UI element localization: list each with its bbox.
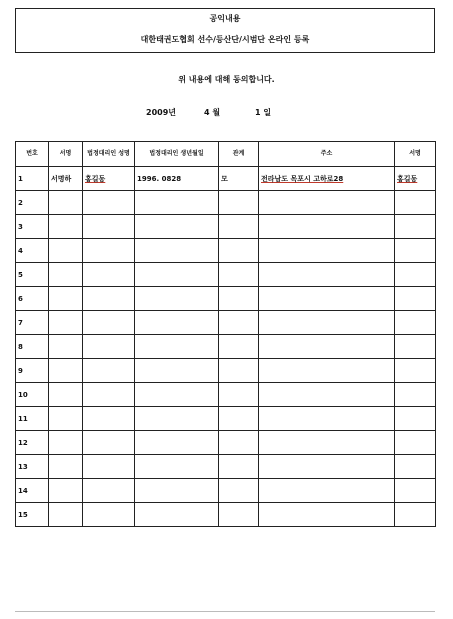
cell-guardian-signature: [395, 239, 436, 263]
cell-address: [259, 335, 395, 359]
cell-guardian-birthdate: [135, 431, 219, 455]
table-row: [16, 479, 436, 503]
cell-guardian-birthdate: [135, 263, 219, 287]
cell-guardian-birthdate: [135, 359, 219, 383]
cell-address: [259, 383, 395, 407]
cell-signature: [49, 383, 83, 407]
header-relationship: 관계: [219, 142, 259, 167]
table-row: [16, 359, 436, 383]
cell-relationship: [219, 431, 259, 455]
table-row: [16, 407, 436, 431]
cell-signature: [49, 191, 83, 215]
header-number: 번호: [16, 142, 49, 167]
table-row: [16, 503, 436, 527]
cell-guardian-name: 홍길동: [83, 167, 135, 191]
cell-signature: [49, 359, 83, 383]
cell-guardian-birthdate: [135, 455, 219, 479]
cell-guardian-birthdate: [135, 191, 219, 215]
cell-guardian-name: [83, 455, 135, 479]
cell-guardian-birthdate: [135, 215, 219, 239]
cell-relationship: [219, 455, 259, 479]
table-row: [16, 263, 436, 287]
cell-guardian-name: [83, 503, 135, 527]
cell-guardian-birthdate: [135, 383, 219, 407]
cell-guardian-name: [83, 311, 135, 335]
consent-statement: 위 내용에 대해 동의합니다.: [178, 75, 275, 84]
document-subtitle: 대한태권도협회 선수/등산단/시범단 온라인 등록: [140, 35, 310, 44]
cell-guardian-name: [83, 191, 135, 215]
cell-guardian-birthdate: [135, 311, 219, 335]
cell-guardian-birthdate: 1996. 0828: [135, 167, 219, 191]
cell-number: 14: [16, 479, 49, 503]
table-row: [16, 311, 436, 335]
cell-relationship: [219, 479, 259, 503]
cell-signature: 서명하: [49, 167, 83, 191]
cell-address: [259, 215, 395, 239]
consent-table: [15, 141, 436, 527]
table-row: [16, 287, 436, 311]
cell-signature: [49, 311, 83, 335]
cell-address: [259, 431, 395, 455]
header-guardian-name: 법정대리인 성명: [83, 142, 135, 167]
table-row: [16, 167, 436, 191]
cell-number: 6: [16, 287, 49, 311]
cell-number: 7: [16, 311, 49, 335]
cell-number: 12: [16, 431, 49, 455]
document-title: 공익내용: [209, 14, 241, 23]
page-bottom-divider: [15, 611, 435, 612]
cell-address: [259, 239, 395, 263]
title-box: [15, 8, 435, 53]
cell-guardian-name: [83, 359, 135, 383]
cell-guardian-signature: [395, 455, 436, 479]
header-guardian-signature: 서명: [395, 142, 436, 167]
cell-guardian-name: [83, 407, 135, 431]
table-row: [16, 383, 436, 407]
cell-relationship: [219, 215, 259, 239]
table-row: [16, 215, 436, 239]
cell-number: 4: [16, 239, 49, 263]
cell-signature: [49, 239, 83, 263]
cell-relationship: [219, 503, 259, 527]
date-day: 1 일: [255, 108, 272, 117]
cell-guardian-name: [83, 479, 135, 503]
cell-guardian-signature: [395, 503, 436, 527]
cell-signature: [49, 335, 83, 359]
cell-number: 3: [16, 215, 49, 239]
cell-guardian-signature: [395, 335, 436, 359]
cell-signature: [49, 455, 83, 479]
cell-guardian-birthdate: [135, 479, 219, 503]
cell-address: [259, 407, 395, 431]
cell-address: [259, 263, 395, 287]
cell-guardian-name: [83, 383, 135, 407]
cell-relationship: [219, 311, 259, 335]
cell-guardian-signature: [395, 191, 436, 215]
cell-guardian-name: [83, 335, 135, 359]
cell-guardian-signature: 홍길동: [395, 167, 436, 191]
cell-guardian-signature: [395, 287, 436, 311]
cell-guardian-birthdate: [135, 239, 219, 263]
cell-guardian-name: [83, 287, 135, 311]
cell-number: 8: [16, 335, 49, 359]
cell-address: [259, 359, 395, 383]
table-row: [16, 239, 436, 263]
cell-guardian-signature: [395, 263, 436, 287]
cell-relationship: 모: [219, 167, 259, 191]
cell-signature: [49, 215, 83, 239]
cell-relationship: [219, 191, 259, 215]
cell-guardian-birthdate: [135, 503, 219, 527]
cell-address: [259, 455, 395, 479]
cell-number: 2: [16, 191, 49, 215]
cell-signature: [49, 431, 83, 455]
cell-signature: [49, 479, 83, 503]
cell-address: [259, 287, 395, 311]
cell-guardian-birthdate: [135, 287, 219, 311]
cell-address: 전라남도 목포시 고하로28: [259, 167, 395, 191]
cell-guardian-signature: [395, 359, 436, 383]
table-header-row: [16, 142, 436, 167]
date-year: 2009년: [146, 108, 176, 117]
cell-guardian-name: [83, 215, 135, 239]
cell-signature: [49, 287, 83, 311]
cell-signature: [49, 263, 83, 287]
cell-number: 10: [16, 383, 49, 407]
cell-number: 1: [16, 167, 49, 191]
cell-number: 15: [16, 503, 49, 527]
cell-guardian-birthdate: [135, 407, 219, 431]
cell-relationship: [219, 335, 259, 359]
table-row: [16, 191, 436, 215]
cell-relationship: [219, 407, 259, 431]
cell-signature: [49, 503, 83, 527]
cell-relationship: [219, 359, 259, 383]
cell-address: [259, 191, 395, 215]
cell-number: 9: [16, 359, 49, 383]
cell-guardian-signature: [395, 383, 436, 407]
table-row: [16, 335, 436, 359]
table-body: [16, 167, 436, 527]
cell-address: [259, 311, 395, 335]
cell-relationship: [219, 263, 259, 287]
header-guardian-birthdate: 법정대리인 생년월일: [135, 142, 219, 167]
date-month: 4 월: [204, 108, 221, 117]
cell-guardian-signature: [395, 431, 436, 455]
cell-signature: [49, 407, 83, 431]
cell-guardian-signature: [395, 407, 436, 431]
cell-guardian-signature: [395, 479, 436, 503]
header-signature: 서명: [49, 142, 83, 167]
cell-guardian-signature: [395, 215, 436, 239]
cell-relationship: [219, 383, 259, 407]
cell-guardian-name: [83, 263, 135, 287]
cell-guardian-birthdate: [135, 335, 219, 359]
cell-guardian-signature: [395, 311, 436, 335]
cell-guardian-name: [83, 431, 135, 455]
cell-number: 11: [16, 407, 49, 431]
cell-address: [259, 503, 395, 527]
cell-relationship: [219, 287, 259, 311]
cell-number: 13: [16, 455, 49, 479]
cell-relationship: [219, 239, 259, 263]
table-row: [16, 455, 436, 479]
header-address: 주소: [259, 142, 395, 167]
cell-guardian-name: [83, 239, 135, 263]
cell-number: 5: [16, 263, 49, 287]
cell-address: [259, 479, 395, 503]
table-row: [16, 431, 436, 455]
